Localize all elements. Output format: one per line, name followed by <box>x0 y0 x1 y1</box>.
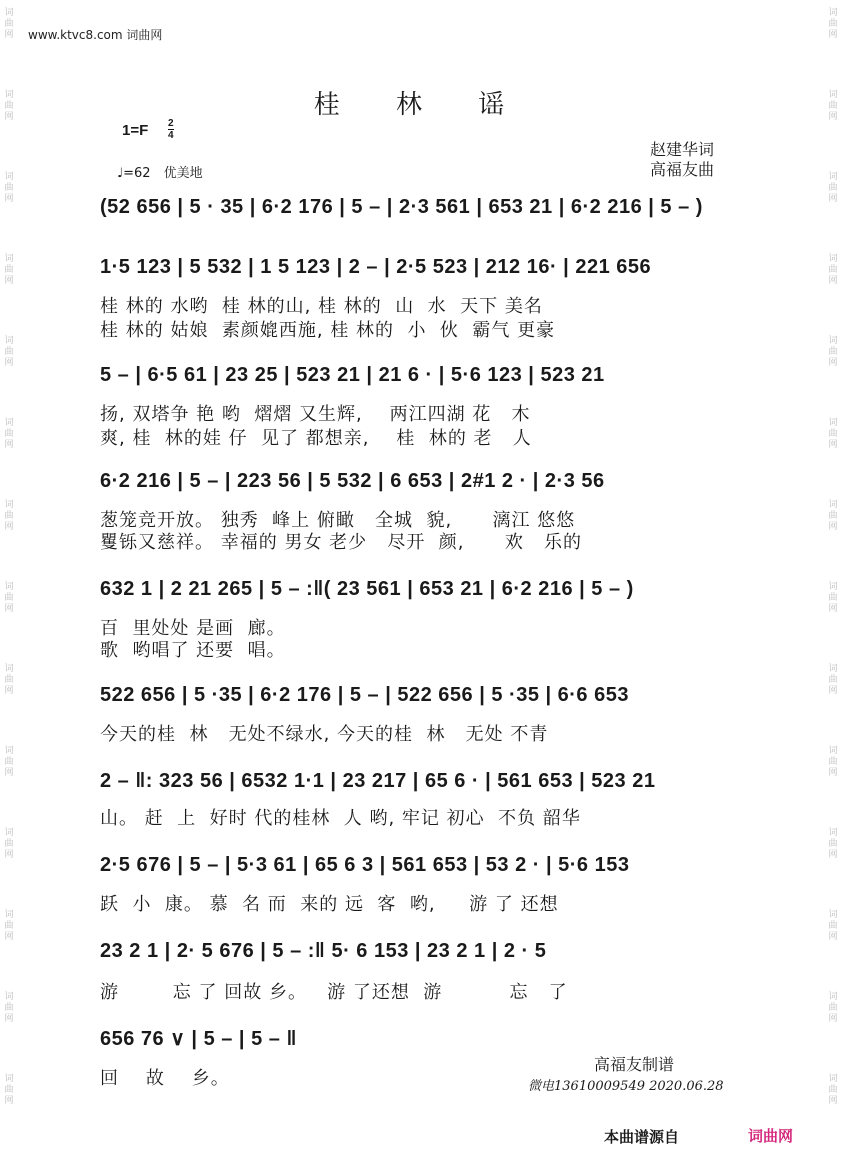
lyric-verse-1: 今天的桂 林 无处不绿水, 今天的桂 林 无处 不青 <box>100 724 549 745</box>
time-signature-bottom: 4 <box>168 130 174 141</box>
notation: 23 2 1 | 2· 5 676 | 5 – :‖ 5· 6 153 | 23 2 1 | 2 · 5 <box>100 940 547 962</box>
watermark-text: 词 曲 网 <box>828 992 838 1024</box>
lyric-verse-1: 游 忘 了 回故 乡。 游 了还想 游 忘 了 <box>100 982 568 1003</box>
watermark-text: 词 曲 网 <box>4 500 14 532</box>
tempo-marking: ♩=62 优美地 <box>117 166 203 181</box>
watermark-text: 词 曲 网 <box>828 664 838 696</box>
score-line <box>100 462 750 553</box>
left-watermark-strip <box>0 0 18 1171</box>
watermark-text: 词 曲 网 <box>4 418 14 450</box>
watermark-text: 词 曲 网 <box>828 910 838 942</box>
notation: 656 76 ∨ | 5 – | 5 – ‖ <box>100 1028 297 1050</box>
watermark-text: 词 曲 网 <box>828 8 838 40</box>
score-line <box>100 762 750 829</box>
lyric-verse-1: 回 故 乡。 <box>100 1068 230 1089</box>
brand-link[interactable]: 词曲网 <box>748 1127 794 1145</box>
watermark-text: 词 曲 网 <box>828 90 838 122</box>
score-line <box>100 188 750 228</box>
notation: 5 – | 6·5 61 | 23 25 | 523 21 | 21 6 · | 5·6 123 | 523 21 <box>100 364 605 386</box>
lyric-verse-1: 百 里处处 是画 廊。 <box>100 618 286 639</box>
watermark-text: 词 曲 网 <box>828 418 838 450</box>
source-label: 本曲谱源自 <box>604 1128 680 1146</box>
score-line <box>100 846 750 915</box>
lyric-verse-2: 桂 林的 姑娘 素颜媲西施, 桂 林的 小 伙 霸气 更豪 <box>100 320 556 341</box>
watermark-text: 词 曲 网 <box>4 664 14 696</box>
contact-date: 微电13610009549 2020.06.28 <box>528 1079 724 1094</box>
watermark-text: 词 曲 网 <box>828 254 838 286</box>
watermark-text: 词 曲 网 <box>828 828 838 860</box>
watermark-text: 词 曲 网 <box>4 910 14 942</box>
watermark-text: 词 曲 网 <box>4 828 14 860</box>
arranger-credit: 高福友制谱 <box>594 1055 675 1074</box>
notation: (52 656 | 5 · 35 | 6·2 176 | 5 – | 2·3 561 | 653 21 | 6·2 216 | 5 – ) <box>100 196 703 218</box>
song-title: 桂 林 谣 <box>313 90 529 120</box>
key-signature: 1=F <box>122 122 149 139</box>
watermark-text: 词 曲 网 <box>4 8 14 40</box>
watermark-text: 词 曲 网 <box>4 90 14 122</box>
watermark-text: 词 曲 网 <box>4 254 14 286</box>
watermark-text: 词 曲 网 <box>4 582 14 614</box>
watermark-text: 词 曲 网 <box>828 172 838 204</box>
lyric-verse-1: 葱笼竞开放。 独秀 峰上 俯瞰 全城 貌, 漓江 悠悠 <box>100 510 576 531</box>
watermark-text: 词 曲 网 <box>828 582 838 614</box>
lyric-verse-1: 山。 赶 上 好时 代的桂林 人 哟, 牢记 初心 不负 韶华 <box>100 808 581 829</box>
notation: 1·5 123 | 5 532 | 1 5 123 | 2 – | 2·5 523 | 212 16· | 221 656 <box>100 256 652 278</box>
watermark-text: 词 曲 网 <box>4 336 14 368</box>
time-signature-top: 2 <box>168 118 174 129</box>
lyric-verse-1: 扬, 双塔争 艳 哟 熠熠 又生辉, 两江四湖 花 木 <box>100 404 531 425</box>
score-line <box>100 676 750 745</box>
watermark-text: 词 曲 网 <box>828 336 838 368</box>
score-line <box>100 248 750 341</box>
watermark-text: 词 曲 网 <box>4 992 14 1024</box>
time-signature <box>168 118 174 141</box>
score-line <box>100 356 750 449</box>
watermark-text: 词 曲 网 <box>4 746 14 778</box>
notation: 2·5 676 | 5 – | 5·3 61 | 65 6 3 | 561 653 | 53 2 · | 5·6 153 <box>100 854 630 876</box>
lyric-verse-2: 矍铄又慈祥。 幸福的 男女 老少 尽开 颜, 欢 乐的 <box>100 532 582 553</box>
site-header[interactable]: www.ktvc8.com 词曲网 <box>28 28 163 42</box>
notation: 2 – ‖: 323 56 | 6532 1·1 | 23 217 | 65 6 · | 561 653 | 523 21 <box>100 770 656 792</box>
watermark-text: 词 曲 网 <box>828 500 838 532</box>
lyric-verse-1: 桂 林的 水哟 桂 林的山, 桂 林的 山 水 天下 美名 <box>100 296 543 317</box>
watermark-text: 词 曲 网 <box>4 172 14 204</box>
right-watermark-strip <box>824 0 842 1171</box>
watermark-text: 词 曲 网 <box>828 1074 838 1106</box>
lyric-verse-1: 跃 小 康。 慕 名 而 来的 远 客 哟, 游 了 还想 <box>100 894 559 915</box>
notation: 522 656 | 5 ·35 | 6·2 176 | 5 – | 522 656 | 5 ·35 | 6·6 653 <box>100 684 629 706</box>
notation: 632 1 | 2 21 265 | 5 – :‖( 23 561 | 653 21 | 6·2 216 | 5 – ) <box>100 578 634 600</box>
lyricist-credit: 赵建华词 <box>650 140 715 159</box>
score-line <box>100 932 750 1003</box>
lyric-verse-2: 爽, 桂 林的娃 仔 见了 都想亲, 桂 林的 老 人 <box>100 428 532 449</box>
watermark-text: 词 曲 网 <box>4 1074 14 1106</box>
score-line <box>100 570 750 661</box>
lyric-verse-2: 歌 哟唱了 还要 唱。 <box>100 640 286 661</box>
composer-credit: 高福友曲 <box>650 160 715 179</box>
notation: 6·2 216 | 5 – | 223 56 | 5 532 | 6 653 | 2#1 2 · | 2·3 56 <box>100 470 605 492</box>
watermark-text: 词 曲 网 <box>828 746 838 778</box>
